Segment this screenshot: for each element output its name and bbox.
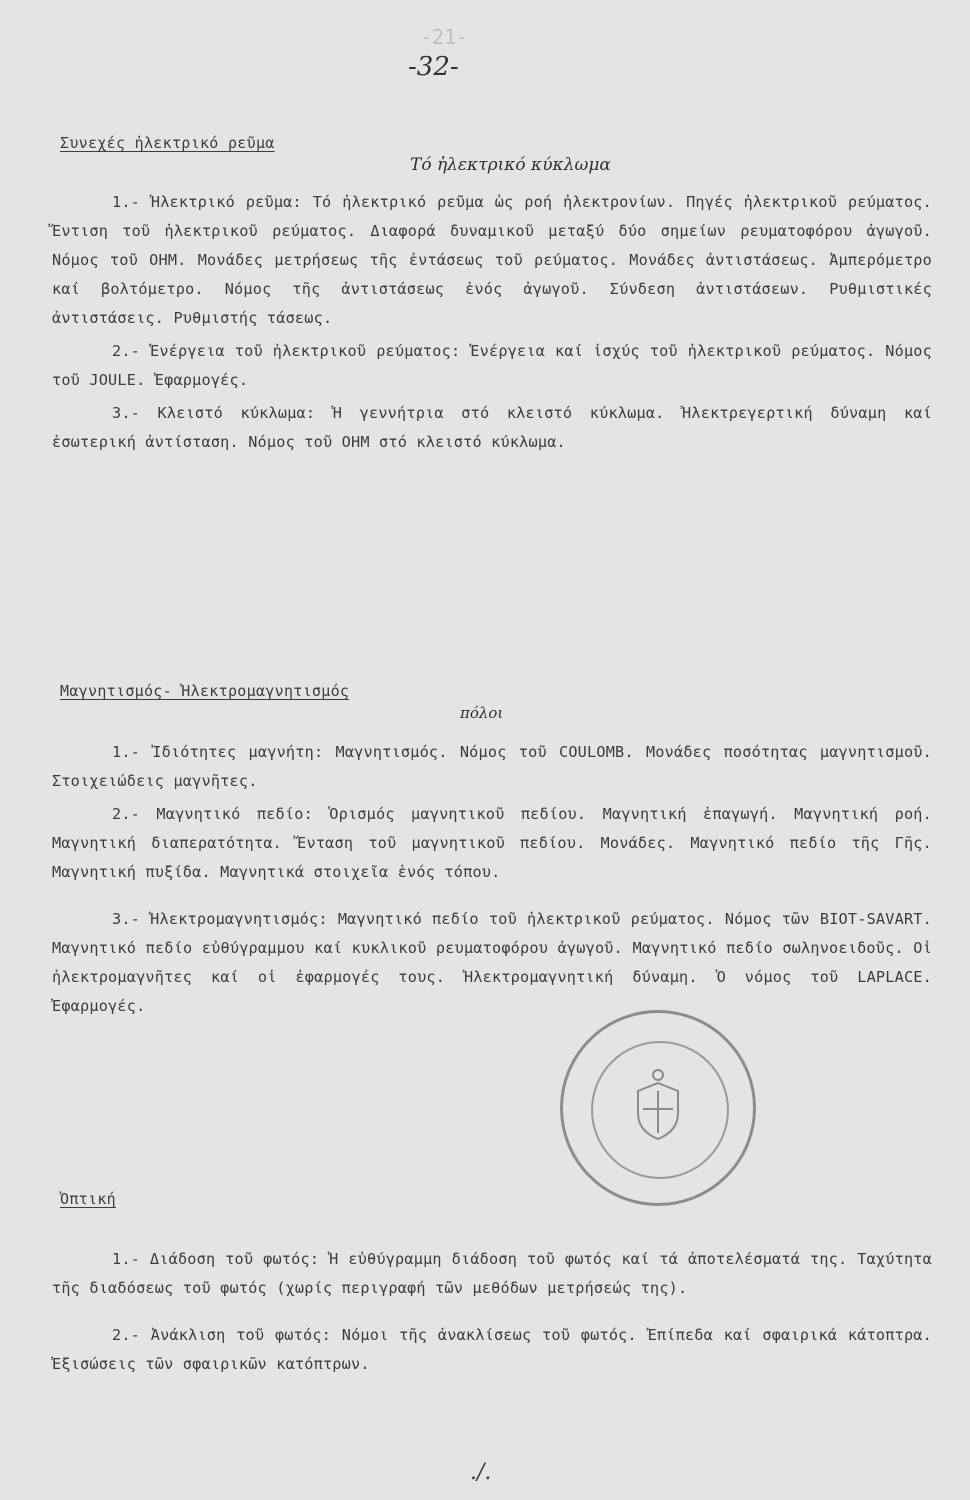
page-number: -32-: [408, 52, 459, 82]
end-mark: ./.: [470, 1460, 492, 1485]
section-heading-optics: Ὀπτική: [60, 1190, 116, 1208]
seal-emblem-icon: [563, 1013, 753, 1203]
handwritten-annotation-poles: πόλοι: [460, 704, 504, 722]
ghost-page-number: -21-: [420, 25, 469, 49]
section-body-magnetism: [52, 738, 932, 1021]
paragraph: 2.- Μαγνητικό πεδίο: Ὁρισμός μαγνητικοῦ πεδίου. Μαγνητική ἐπαγωγή. Μαγνητική ροή. Μαγνητική διαπερατότητα. Ἔνταση τοῦ μαγνητικοῦ πεδίου. Μονάδες. Μαγνητικό πεδίο τῆς Γῆς. Μαγνητική πυξίδα. Μαγνητικά στοιχεῖα ἑνός τόπου.: [52, 805, 932, 881]
paragraph: 1.- Ἰδιότητες μαγνήτη: Μαγνητισμός. Νόμος τοῦ COULOMB. Μονάδες ποσότητας μαγνητισμοῦ. Στοιχειώδεις μαγνῆτες.: [52, 743, 932, 790]
section-heading-magnetism: Μαγνητισμός- Ἠλεκτρομαγνητισμός: [60, 682, 350, 700]
handwritten-annotation-circuit: Τό ἠλεκτρικό κύκλωμα: [410, 155, 611, 175]
paragraph: 3.- Ἠλεκτρομαγνητισμός: Μαγνητικό πεδίο τοῦ ἠλεκτρικοῦ ρεύματος. Νόμος τῶν BIOT-SAVART. Μαγνητικό πεδίο εὐθύγραμμου καί κυκλικοῦ ρευματοφόρου ἀγωγοῦ. Μαγνητικό πεδίο σωληνοειδοῦς. Οἱ ἠλεκτρομαγνῆτες καί οἱ ἐφαρμογές τους. Ἠλεκτρομαγνητική δύναμη. Ὁ νόμος τοῦ LAPLACE. Ἐφαρμογές.: [52, 910, 932, 1015]
paragraph: 2.- Ἐνέργεια τοῦ ἠλεκτρικοῦ ρεύματος: Ἐνέργεια καί ἰσχύς τοῦ ἠλεκτρικοῦ ρεύματος. Νόμος τοῦ JOULE. Ἐφαρμογές.: [52, 342, 932, 389]
paragraph: 3.- Κλειστό κύκλωμα: Ἡ γεννήτρια στό κλειστό κύκλωμα. Ἠλεκτρεγερτική δύναμη καί ἐσωτερική ἀντίσταση. Νόμος τοῦ OHM στό κλειστό κύκλωμα.: [52, 404, 932, 451]
section-body-electric-current: [52, 188, 932, 457]
section-heading-electric-current: Συνεχές ἠλεκτρικό ρεῦμα: [60, 134, 275, 152]
section-body-optics: [52, 1245, 932, 1379]
paragraph: 2.- Ἀνάκλιση τοῦ φωτός: Νόμοι τῆς ἀνακλίσεως τοῦ φωτός. Ἐπίπεδα καί σφαιρικά κάτοπτρα. Ἐξισώσεις τῶν σφαιρικῶν κατόπτρων.: [52, 1326, 932, 1373]
paragraph: 1.- Διάδοση τοῦ φωτός: Ἡ εὐθύγραμμη διάδοση τοῦ φωτός καί τά ἀποτελέσματά της. Ταχύτητα τῆς διαδόσεως τοῦ φωτός (χωρίς περιγραφή τῶν μεθόδων μετρήσεώς της).: [52, 1250, 932, 1297]
paragraph: 1.- Ἠλεκτρικό ρεῦμα: Τό ἠλεκτρικό ρεῦμα ὡς ροή ἠλεκτρονίων. Πηγές ἠλεκτρικοῦ ρεύματος. Ἔντιση τοῦ ἠλεκτρικοῦ ρεύματος. Διαφορά δυναμικοῦ μεταξύ δύο σημείων ρευματοφόρου ἀγωγοῦ. Νόμος τοῦ OHM. Μονάδες μετρήσεως τῆς ἐντάσεως τοῦ ρεύματος. Μονάδες ἀντιστάσεως. Ἀμπερόμετρο καί βολτόμετρο. Νόμος τῆς ἀντιστάσεως ἑνός ἀγωγοῦ. Σύνδεση ἀντιστάσεων. Ρυθμιστικές ἀντιστάσεις. Ρυθμιστής τάσεως.: [52, 193, 932, 327]
official-seal-stamp: [560, 1010, 756, 1206]
